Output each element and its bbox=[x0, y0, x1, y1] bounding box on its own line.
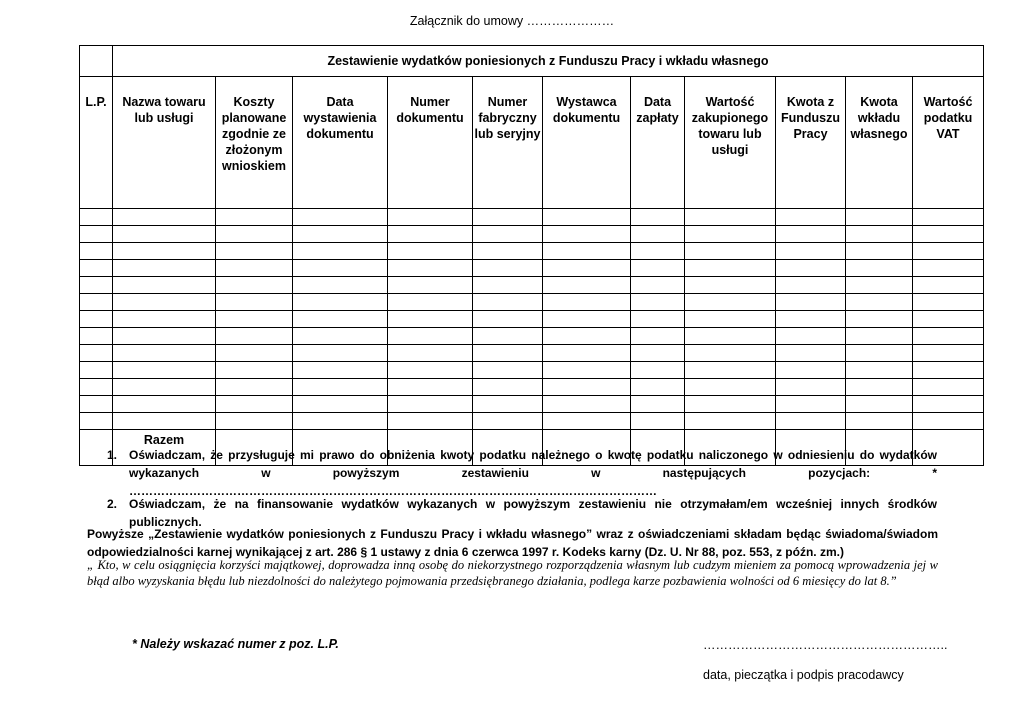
table-cell[interactable] bbox=[543, 328, 631, 345]
header-item-name: Nazwa towaru lub usługi bbox=[113, 77, 216, 209]
table-cell[interactable] bbox=[846, 260, 913, 277]
table-cell[interactable] bbox=[388, 345, 473, 362]
table-cell[interactable] bbox=[631, 277, 685, 294]
table-cell[interactable] bbox=[846, 345, 913, 362]
table-cell[interactable] bbox=[216, 396, 293, 413]
statement-1 bbox=[107, 446, 937, 500]
table-cell[interactable] bbox=[293, 413, 388, 430]
table-cell[interactable] bbox=[913, 294, 984, 311]
table-cell[interactable] bbox=[776, 209, 846, 226]
table-cell[interactable] bbox=[685, 362, 776, 379]
table-cell[interactable] bbox=[913, 413, 984, 430]
table-cell[interactable] bbox=[685, 209, 776, 226]
table-cell[interactable] bbox=[113, 209, 216, 226]
table-cell[interactable] bbox=[776, 362, 846, 379]
table-cell[interactable] bbox=[473, 243, 543, 260]
table-row bbox=[80, 226, 984, 243]
table-cell[interactable] bbox=[685, 294, 776, 311]
table-cell[interactable] bbox=[473, 209, 543, 226]
expenses-table bbox=[79, 45, 984, 466]
table-cell[interactable] bbox=[776, 328, 846, 345]
table-cell[interactable] bbox=[543, 379, 631, 396]
table-cell[interactable] bbox=[388, 362, 473, 379]
table-cell[interactable] bbox=[846, 413, 913, 430]
table-cell[interactable] bbox=[473, 226, 543, 243]
table-cell[interactable] bbox=[631, 311, 685, 328]
table-cell[interactable] bbox=[113, 379, 216, 396]
table-cell[interactable] bbox=[388, 226, 473, 243]
table-cell[interactable] bbox=[776, 226, 846, 243]
table-cell[interactable] bbox=[388, 209, 473, 226]
table-cell[interactable] bbox=[80, 328, 113, 345]
header-serial-number: Numer fabryczny lub seryjny bbox=[473, 77, 543, 209]
table-cell[interactable] bbox=[913, 260, 984, 277]
table-row bbox=[80, 396, 984, 413]
table-cell[interactable] bbox=[80, 362, 113, 379]
table-cell[interactable] bbox=[846, 396, 913, 413]
table-row bbox=[80, 379, 984, 396]
table-row bbox=[80, 328, 984, 345]
table-cell[interactable] bbox=[388, 243, 473, 260]
table-cell[interactable] bbox=[216, 260, 293, 277]
table-cell[interactable] bbox=[543, 226, 631, 243]
table-header-row bbox=[80, 77, 984, 209]
table-cell[interactable] bbox=[543, 362, 631, 379]
table-cell[interactable] bbox=[685, 243, 776, 260]
header-vat-value: Wartość podatku VAT bbox=[913, 77, 984, 209]
table-cell[interactable] bbox=[631, 413, 685, 430]
table-cell[interactable] bbox=[776, 345, 846, 362]
sum-label: Razem bbox=[113, 430, 216, 466]
table-cell[interactable] bbox=[293, 243, 388, 260]
table-cell[interactable] bbox=[388, 379, 473, 396]
table-cell[interactable] bbox=[631, 294, 685, 311]
table-row bbox=[80, 277, 984, 294]
table-cell[interactable] bbox=[80, 226, 113, 243]
table-cell[interactable] bbox=[543, 294, 631, 311]
table-cell[interactable] bbox=[216, 294, 293, 311]
table-cell[interactable] bbox=[113, 362, 216, 379]
table-cell[interactable] bbox=[113, 260, 216, 277]
table-cell[interactable] bbox=[776, 413, 846, 430]
table-cell[interactable] bbox=[113, 226, 216, 243]
table-cell[interactable] bbox=[216, 345, 293, 362]
table-row bbox=[80, 362, 984, 379]
table-cell[interactable] bbox=[543, 311, 631, 328]
table-cell[interactable] bbox=[846, 209, 913, 226]
table-cell[interactable] bbox=[776, 243, 846, 260]
table-cell[interactable] bbox=[631, 396, 685, 413]
table-cell[interactable] bbox=[685, 345, 776, 362]
table-cell[interactable] bbox=[80, 396, 113, 413]
table-cell[interactable] bbox=[913, 209, 984, 226]
table-cell[interactable] bbox=[293, 260, 388, 277]
table-cell[interactable] bbox=[293, 379, 388, 396]
table-cell[interactable] bbox=[216, 328, 293, 345]
table-cell[interactable] bbox=[685, 396, 776, 413]
table-cell[interactable] bbox=[293, 226, 388, 243]
table-cell[interactable] bbox=[113, 243, 216, 260]
table-cell[interactable] bbox=[293, 328, 388, 345]
header-issuer: Wystawca dokumentu bbox=[543, 77, 631, 209]
footnote: * Należy wskazać numer z poz. L.P. bbox=[132, 637, 339, 651]
table-cell[interactable] bbox=[113, 277, 216, 294]
table-cell[interactable] bbox=[631, 362, 685, 379]
table-row bbox=[80, 209, 984, 226]
table-cell[interactable] bbox=[776, 294, 846, 311]
table-cell[interactable] bbox=[913, 311, 984, 328]
table-cell[interactable] bbox=[216, 413, 293, 430]
statement-2-text: Oświadczam, że na finansowanie wydatków wykazanych w powyższym zestawieniu nie otrzymałam/em wcześniej innych środków publicznych. bbox=[129, 497, 937, 529]
table-cell[interactable] bbox=[80, 209, 113, 226]
table-cell[interactable] bbox=[685, 226, 776, 243]
table-cell[interactable] bbox=[113, 396, 216, 413]
table-cell[interactable] bbox=[113, 328, 216, 345]
declaration-text: Powyższe „Zestawienie wydatków poniesionych z Funduszu Pracy i wkładu własnego” wraz z oświadczeniami składam będąc świadoma/świadom odpowiedzialności karnej wynikającej z art. 286 § 1 ustawy z dnia 6 czerwca 1997 r. Kodeks karny (Dz. U. Nr 88, poz. 553, z późn. zm.) bbox=[87, 527, 938, 559]
table-cell[interactable] bbox=[113, 345, 216, 362]
table-cell[interactable] bbox=[80, 277, 113, 294]
table-cell[interactable] bbox=[776, 379, 846, 396]
header-issue-date: Data wystawienia dokumentu bbox=[293, 77, 388, 209]
table-cell[interactable] bbox=[388, 311, 473, 328]
table-cell[interactable] bbox=[473, 379, 543, 396]
table-cell[interactable] bbox=[913, 379, 984, 396]
table-cell[interactable] bbox=[776, 260, 846, 277]
table-cell[interactable] bbox=[216, 277, 293, 294]
table-cell[interactable] bbox=[631, 328, 685, 345]
table-cell[interactable] bbox=[631, 209, 685, 226]
header-labour-fund-amount: Kwota z Funduszu Pracy bbox=[776, 77, 846, 209]
table-cell[interactable] bbox=[631, 260, 685, 277]
table-cell[interactable] bbox=[388, 277, 473, 294]
table-cell[interactable] bbox=[216, 379, 293, 396]
table-cell[interactable] bbox=[543, 243, 631, 260]
header-payment-date: Data zapłaty bbox=[631, 77, 685, 209]
table-cell[interactable] bbox=[685, 413, 776, 430]
table-cell[interactable] bbox=[293, 311, 388, 328]
table-cell[interactable] bbox=[293, 294, 388, 311]
table-cell[interactable] bbox=[846, 294, 913, 311]
table-row bbox=[80, 243, 984, 260]
statement-2-number: 2. bbox=[107, 497, 118, 511]
table-cell[interactable] bbox=[846, 277, 913, 294]
table-cell[interactable] bbox=[543, 260, 631, 277]
table-cell[interactable] bbox=[913, 277, 984, 294]
table-cell[interactable] bbox=[388, 294, 473, 311]
table-cell[interactable] bbox=[216, 362, 293, 379]
table-row bbox=[80, 345, 984, 362]
table-cell[interactable] bbox=[913, 345, 984, 362]
table-cell[interactable] bbox=[293, 345, 388, 362]
table-cell[interactable] bbox=[293, 277, 388, 294]
table-cell[interactable] bbox=[846, 226, 913, 243]
table-cell[interactable] bbox=[846, 311, 913, 328]
table-cell[interactable] bbox=[685, 277, 776, 294]
table-row bbox=[80, 311, 984, 328]
table-cell[interactable] bbox=[846, 328, 913, 345]
header-item-value: Wartość zakupionego towaru lub usługi bbox=[685, 77, 776, 209]
table-cell[interactable] bbox=[913, 396, 984, 413]
table-cell[interactable] bbox=[685, 379, 776, 396]
table-cell[interactable] bbox=[113, 413, 216, 430]
table-cell[interactable] bbox=[80, 379, 113, 396]
table-cell[interactable] bbox=[216, 226, 293, 243]
header-own-contribution: Kwota wkładu własnego bbox=[846, 77, 913, 209]
table-cell[interactable] bbox=[631, 226, 685, 243]
signature-line: ………………………………………………….. bbox=[703, 638, 948, 652]
table-cell[interactable] bbox=[846, 362, 913, 379]
table-cell[interactable] bbox=[473, 277, 543, 294]
header-planned-costs: Koszty planowane zgodnie ze złożonym wnioskiem bbox=[216, 77, 293, 209]
table-cell[interactable] bbox=[80, 413, 113, 430]
table-cell[interactable] bbox=[776, 311, 846, 328]
table-cell[interactable] bbox=[113, 294, 216, 311]
table-cell[interactable] bbox=[473, 260, 543, 277]
table-cell[interactable] bbox=[80, 243, 113, 260]
table-title: Zestawienie wydatków poniesionych z Funduszu Pracy i wkładu własnego bbox=[113, 46, 984, 77]
table-cell[interactable] bbox=[846, 379, 913, 396]
table-cell[interactable] bbox=[113, 311, 216, 328]
table-cell[interactable] bbox=[543, 413, 631, 430]
table-cell[interactable] bbox=[846, 243, 913, 260]
table-cell[interactable] bbox=[776, 277, 846, 294]
statement-1-text: Oświadczam, że przysługuje mi prawo do obniżenia kwoty podatku należnego o kwotę podatku naliczonego w odniesieniu do wydatków wykazanych w powyższym zestawieniu w następujących pozycjach: * …………………………………………………………………………………………………………………… bbox=[129, 448, 937, 498]
table-cell[interactable] bbox=[80, 345, 113, 362]
table-cell[interactable] bbox=[80, 311, 113, 328]
table-cell[interactable] bbox=[543, 209, 631, 226]
table-cell[interactable] bbox=[685, 328, 776, 345]
penal-code-quote: „ Kto, w celu osiągnięcia korzyści majątkowej, doprowadza inną osobę do niekorzystnego rozporządzenia własnym lub cudzym mieniem za pomocą wprowadzenia jej w błąd albo wyzyskania błędu lub niezdolności do należytego pojmowania przedsiębranego działania, podlega karze pozbawienia wolności od 6 miesięcy do lat 8.” bbox=[87, 558, 938, 588]
table-cell[interactable] bbox=[543, 345, 631, 362]
table-cell[interactable] bbox=[543, 277, 631, 294]
table-cell[interactable] bbox=[631, 243, 685, 260]
table-corner-cell bbox=[80, 46, 113, 77]
table-cell[interactable] bbox=[913, 328, 984, 345]
table-cell[interactable] bbox=[631, 345, 685, 362]
header-lp: L.P. bbox=[80, 77, 113, 209]
table-cell[interactable] bbox=[388, 413, 473, 430]
table-cell[interactable] bbox=[293, 362, 388, 379]
table-cell[interactable] bbox=[80, 294, 113, 311]
table-cell[interactable] bbox=[913, 226, 984, 243]
table-row bbox=[80, 260, 984, 277]
table-title-row bbox=[80, 46, 984, 77]
statement-1-number: 1. bbox=[107, 448, 118, 462]
table-cell[interactable] bbox=[293, 209, 388, 226]
table-cell[interactable] bbox=[631, 379, 685, 396]
table-cell[interactable] bbox=[685, 311, 776, 328]
table-cell[interactable] bbox=[473, 413, 543, 430]
table-cell[interactable] bbox=[473, 362, 543, 379]
table-cell[interactable] bbox=[293, 396, 388, 413]
table-cell[interactable] bbox=[388, 396, 473, 413]
table-cell[interactable] bbox=[216, 209, 293, 226]
table-cell[interactable] bbox=[685, 260, 776, 277]
table-cell[interactable] bbox=[216, 243, 293, 260]
signature-label: data, pieczątka i podpis pracodawcy bbox=[703, 668, 904, 682]
table-cell[interactable] bbox=[913, 362, 984, 379]
table-cell[interactable] bbox=[473, 311, 543, 328]
table-cell[interactable] bbox=[388, 328, 473, 345]
table-cell[interactable] bbox=[473, 396, 543, 413]
table-cell[interactable] bbox=[216, 311, 293, 328]
table-row bbox=[80, 294, 984, 311]
table-cell[interactable] bbox=[473, 294, 543, 311]
page-title: Załącznik do umowy ………………… bbox=[409, 14, 615, 28]
table-row bbox=[80, 413, 984, 430]
header-document-number: Numer dokumentu bbox=[388, 77, 473, 209]
table-cell[interactable] bbox=[388, 260, 473, 277]
table-cell[interactable] bbox=[776, 396, 846, 413]
table-cell[interactable] bbox=[913, 243, 984, 260]
table-cell[interactable] bbox=[473, 345, 543, 362]
table-cell[interactable] bbox=[80, 260, 113, 277]
table-cell[interactable] bbox=[543, 396, 631, 413]
table-cell[interactable] bbox=[473, 328, 543, 345]
